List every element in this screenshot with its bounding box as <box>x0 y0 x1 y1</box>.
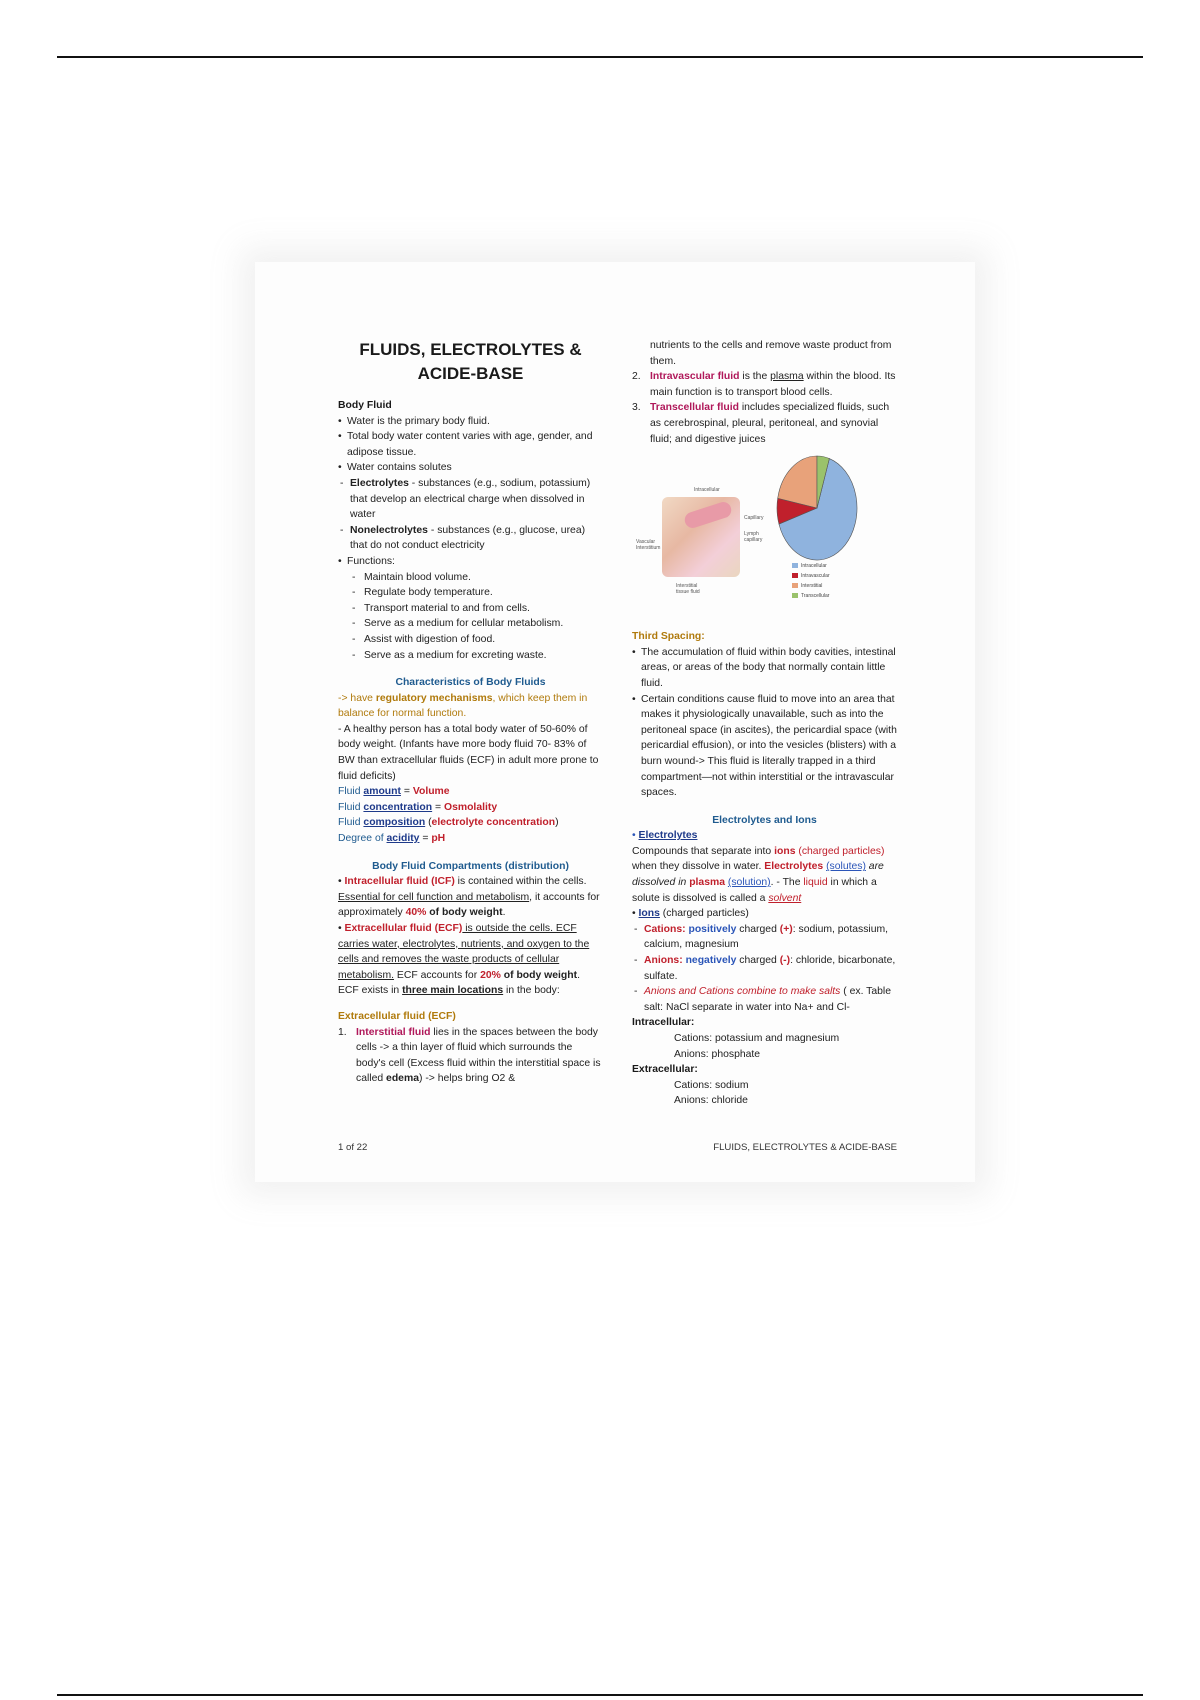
ecf-paragraph: • Extracellular fluid (ECF) is outside the cells. ECF carries water, electrolytes, nutrients, and oxygen to the cells and removes the waste products of cellular metabolism. ECF accounts for 20% of body weight. <box>338 923 590 981</box>
body-fluid-bullet-1: • Water is the primary body fluid. <box>338 414 603 430</box>
title-line-2: ACIDE-BASE <box>417 364 524 383</box>
healthy-body-water-text: - A healthy person has a total body water of 50-60% of body weight. (Infants have more body fluid 70- 83% of BW than extracellular fluids (ECF) in adult more prone to fluid deficits) <box>338 723 599 782</box>
ions-bullet: • Ions (charged particles) <box>632 908 749 920</box>
top-divider <box>57 56 1143 58</box>
interstitial-continuation: nutrients to the cells and remove waste product from them. <box>650 340 892 367</box>
fluid-concentration-line: Fluid concentration = Osmolality <box>338 801 498 813</box>
document-page <box>255 262 975 1182</box>
legend-entry: Interstitial <box>792 581 830 591</box>
extracellular-cations: Cations: sodium <box>674 1079 749 1091</box>
page-title <box>338 338 603 386</box>
function-item: - Serve as a medium for cellular metabolism. <box>350 616 603 632</box>
legend-entry: Transcellular <box>792 591 830 601</box>
function-item: - Maintain blood volume. <box>350 570 603 586</box>
extracellular-heading: Extracellular: <box>632 1064 698 1076</box>
functions-label: • Functions: <box>338 554 603 570</box>
figure-label: Capillary <box>744 515 764 522</box>
left-column <box>338 338 603 1087</box>
nonelectrolytes-definition: - Nonelectrolytes - substances (e.g., glucose, urea) that do not conduct electricity <box>338 523 603 554</box>
function-item: - Transport material to and from cells. <box>350 601 603 617</box>
icf-paragraph: • Intracellular fluid (ICF) is contained within the cells. Essential for cell function and metabolism, it accounts for approximately 40% of body weight. <box>338 876 600 919</box>
fluid-distribution-figure <box>632 453 897 625</box>
function-item: - Assist with digestion of food. <box>350 632 603 648</box>
characteristics-heading: Characteristics of Body Fluids <box>395 677 546 689</box>
figure-label: Vascular Interstitium <box>636 539 661 552</box>
title-line-1: FLUIDS, ELECTROLYTES & <box>359 340 582 359</box>
third-spacing-bullet-2: • Certain conditions cause fluid to move into an area that makes it physiologically unavailable, such as into the peritoneal space (in ascites), the pericardial space (with pericardial effusion), or into the vesicles (blisters) with a burn wound-> This fluid is literally trapped in a third compartment—not within interstitial or the intravascular spaces. <box>632 692 897 801</box>
body-fluid-bullet-2: • Total body water content varies with age, gender, and adipose tissue. <box>338 429 603 460</box>
electrolytes-definition: - Electrolytes - substances (e.g., sodium, potassium) that develop an electrical charge when dissolved in water <box>338 476 603 523</box>
ecf-heading: Extracellular fluid (ECF) <box>338 1010 456 1022</box>
electrolytes-ions-heading: Electrolytes and Ions <box>712 814 817 826</box>
body-fluid-heading: Body Fluid <box>338 400 392 411</box>
anions-item: - Anions: negatively charged (-): chloride, bicarbonate, sulfate. <box>632 953 897 984</box>
figure-label: Lymph capillary <box>744 531 763 544</box>
compartments-heading: Body Fluid Compartments (distribution) <box>372 860 569 872</box>
electrolytes-definition-paragraph: Compounds that separate into ions (charged particles) when they dissolve in water. Electrolytes (solutes) are dissolved in plasma (solution). - The liquid in which a solute is dissolved is called a solvent <box>632 845 885 904</box>
bottom-divider <box>57 1694 1143 1696</box>
third-spacing-bullet-1: • The accumulation of fluid within body cavities, intestinal areas, or areas of the body that normally contain little fluid. <box>632 645 897 692</box>
pie-legend <box>792 561 830 601</box>
footer-title: FLUIDS, ELECTROLYTES & ACIDE-BASE <box>713 1142 897 1153</box>
extracellular-anions: Anions: chloride <box>674 1095 748 1107</box>
figure-label: Intracellular <box>694 487 720 494</box>
regulatory-line: -> have regulatory mechanisms, which keep them in balance for normal function. <box>338 692 588 720</box>
fluid-distribution-pie <box>772 453 862 563</box>
function-item: - Serve as a medium for excreting waste. <box>350 648 603 664</box>
page-number: 1 of 22 <box>338 1142 368 1153</box>
intracellular-heading: Intracellular: <box>632 1017 695 1029</box>
function-item: - Regulate body temperature. <box>350 585 603 601</box>
legend-entry: Intravascular <box>792 571 830 581</box>
intravascular-item: 2. Intravascular fluid is the plasma within the blood. Its main function is to transport blood cells. <box>632 371 896 398</box>
salts-item: - Anions and Cations combine to make salts ( ex. Table salt: NaCl separate in water into Na+ and Cl- <box>632 984 897 1015</box>
fluid-amount-line: Fluid amount = Volume <box>338 786 450 798</box>
legend-entry: Intracellular <box>792 561 830 571</box>
ecf-locations-line: ECF exists in three main locations in the body: <box>338 985 560 997</box>
transcellular-item: 3. Transcellular fluid includes specialized fluids, such as cerebrospinal, pleural, peritoneal, and synovial fluid; and digestive juices <box>632 402 890 445</box>
functions-list <box>350 570 603 664</box>
intracellular-anions: Anions: phosphate <box>674 1048 761 1060</box>
electrolytes-bullet: • Electrolytes <box>632 830 698 842</box>
third-spacing-heading: Third Spacing: <box>632 631 705 643</box>
body-fluid-bullet-3: • Water contains solutes <box>338 460 603 476</box>
cations-item: - Cations: positively charged (+): sodium, potassium, calcium, magnesium <box>632 922 897 953</box>
figure-label: Interstitial tissue fluid <box>676 583 700 596</box>
cell-illustration <box>662 497 740 577</box>
interstitial-item: 1. Interstitial fluid lies in the spaces between the body cells -> a thin layer of fluid which surrounds the body's cell (Excess fluid within the interstitial space is called edema) -> helps bring O2 & <box>338 1026 601 1085</box>
acidity-line: Degree of acidity = pH <box>338 833 446 845</box>
intracellular-cations: Cations: potassium and magnesium <box>674 1033 840 1044</box>
fluid-composition-line: Fluid composition (electrolyte concentration) <box>338 817 559 829</box>
right-column <box>632 338 897 1109</box>
